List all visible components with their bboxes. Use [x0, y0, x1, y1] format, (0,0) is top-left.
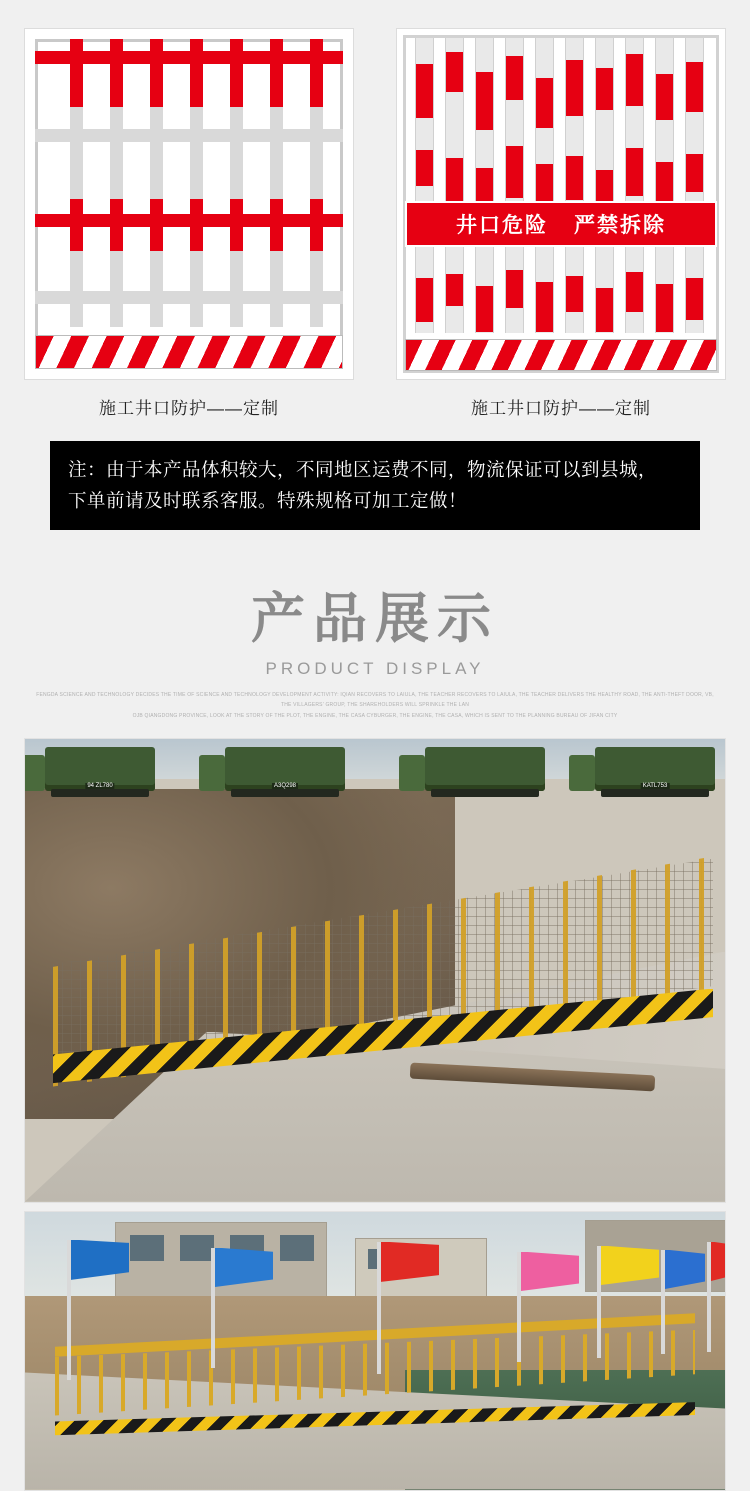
flag-red: [377, 1242, 381, 1374]
warning-sign-text-2: 严禁拆除: [574, 214, 666, 237]
right-drawing-caption: 施工井口防护——定制: [471, 399, 651, 418]
photo-excavation-pit-fence: [24, 738, 726, 1203]
shipping-note-line-2: 下单前请及时联系客服。特殊规格可加工定做！: [68, 489, 468, 511]
drawings-row: [0, 28, 750, 419]
heading-chinese: 产品展示: [251, 589, 499, 650]
flag-blue: [67, 1240, 71, 1380]
left-drawing-caption: 施工井口防护——定制: [99, 399, 279, 418]
warning-sign-text-1: 井口危险: [456, 214, 548, 237]
truck-plate: KATL753: [642, 782, 668, 789]
truck-plate: A3Q298: [273, 782, 297, 789]
right-drawing-column: [396, 28, 726, 419]
heading-english: PRODUCT DISPLAY: [265, 659, 485, 679]
right-fence-drawing: [396, 28, 726, 380]
flag-red-2: [707, 1242, 711, 1352]
dump-truck-row: [25, 743, 725, 795]
shipping-note: [50, 441, 700, 530]
left-drawing-column: [24, 28, 354, 419]
left-fence-drawing: [24, 28, 354, 380]
product-display-heading: [0, 530, 750, 722]
flag-blue-3: [661, 1250, 665, 1354]
warning-sign: [405, 201, 717, 247]
heading-fineprint-1: FENGDA SCIENCE AND TECHNOLOGY DECIDES THE TIME OF SCIENCE AND TECHNOLOGY DEVELOPMENT ACTIVITY: IQIAN RECOVERS TO LAIULA, THE TEACHER RECOVERS TO LAIULA, THE TEACHER DELIVERS THE HEALTHY ROAD, THE ANTI-THEFT DOOR, VB, THE VILLAGERS' GROUP, THE SHAREHOLDERS WILL SPRINKLE THE LAN: [36, 692, 714, 708]
photo-bridge-deck-fence: [24, 1211, 726, 1491]
flag-pink: [517, 1252, 521, 1362]
flag-yellow: [597, 1246, 601, 1358]
truck-plate: 94 ZL780: [87, 782, 113, 789]
shipping-note-line-1: 注：由于本产品体积较大，不同地区运费不同，物流保证可以到县城，: [68, 459, 658, 480]
heading-fineprint-2: OJB QIANGDONG PROVINCE, LOOK AT THE STORY OF THE PLOT, THE ENGINE, THE CASA CYBURGER, THE ENGINE, THE CASA, WHICH IS SENT TO THE PLANNING BUREAU OF JIFAN CITY: [132, 713, 618, 720]
top-drawings-section: [0, 0, 750, 419]
photo-gallery: [0, 722, 750, 1491]
flag-blue-2: [211, 1248, 215, 1368]
